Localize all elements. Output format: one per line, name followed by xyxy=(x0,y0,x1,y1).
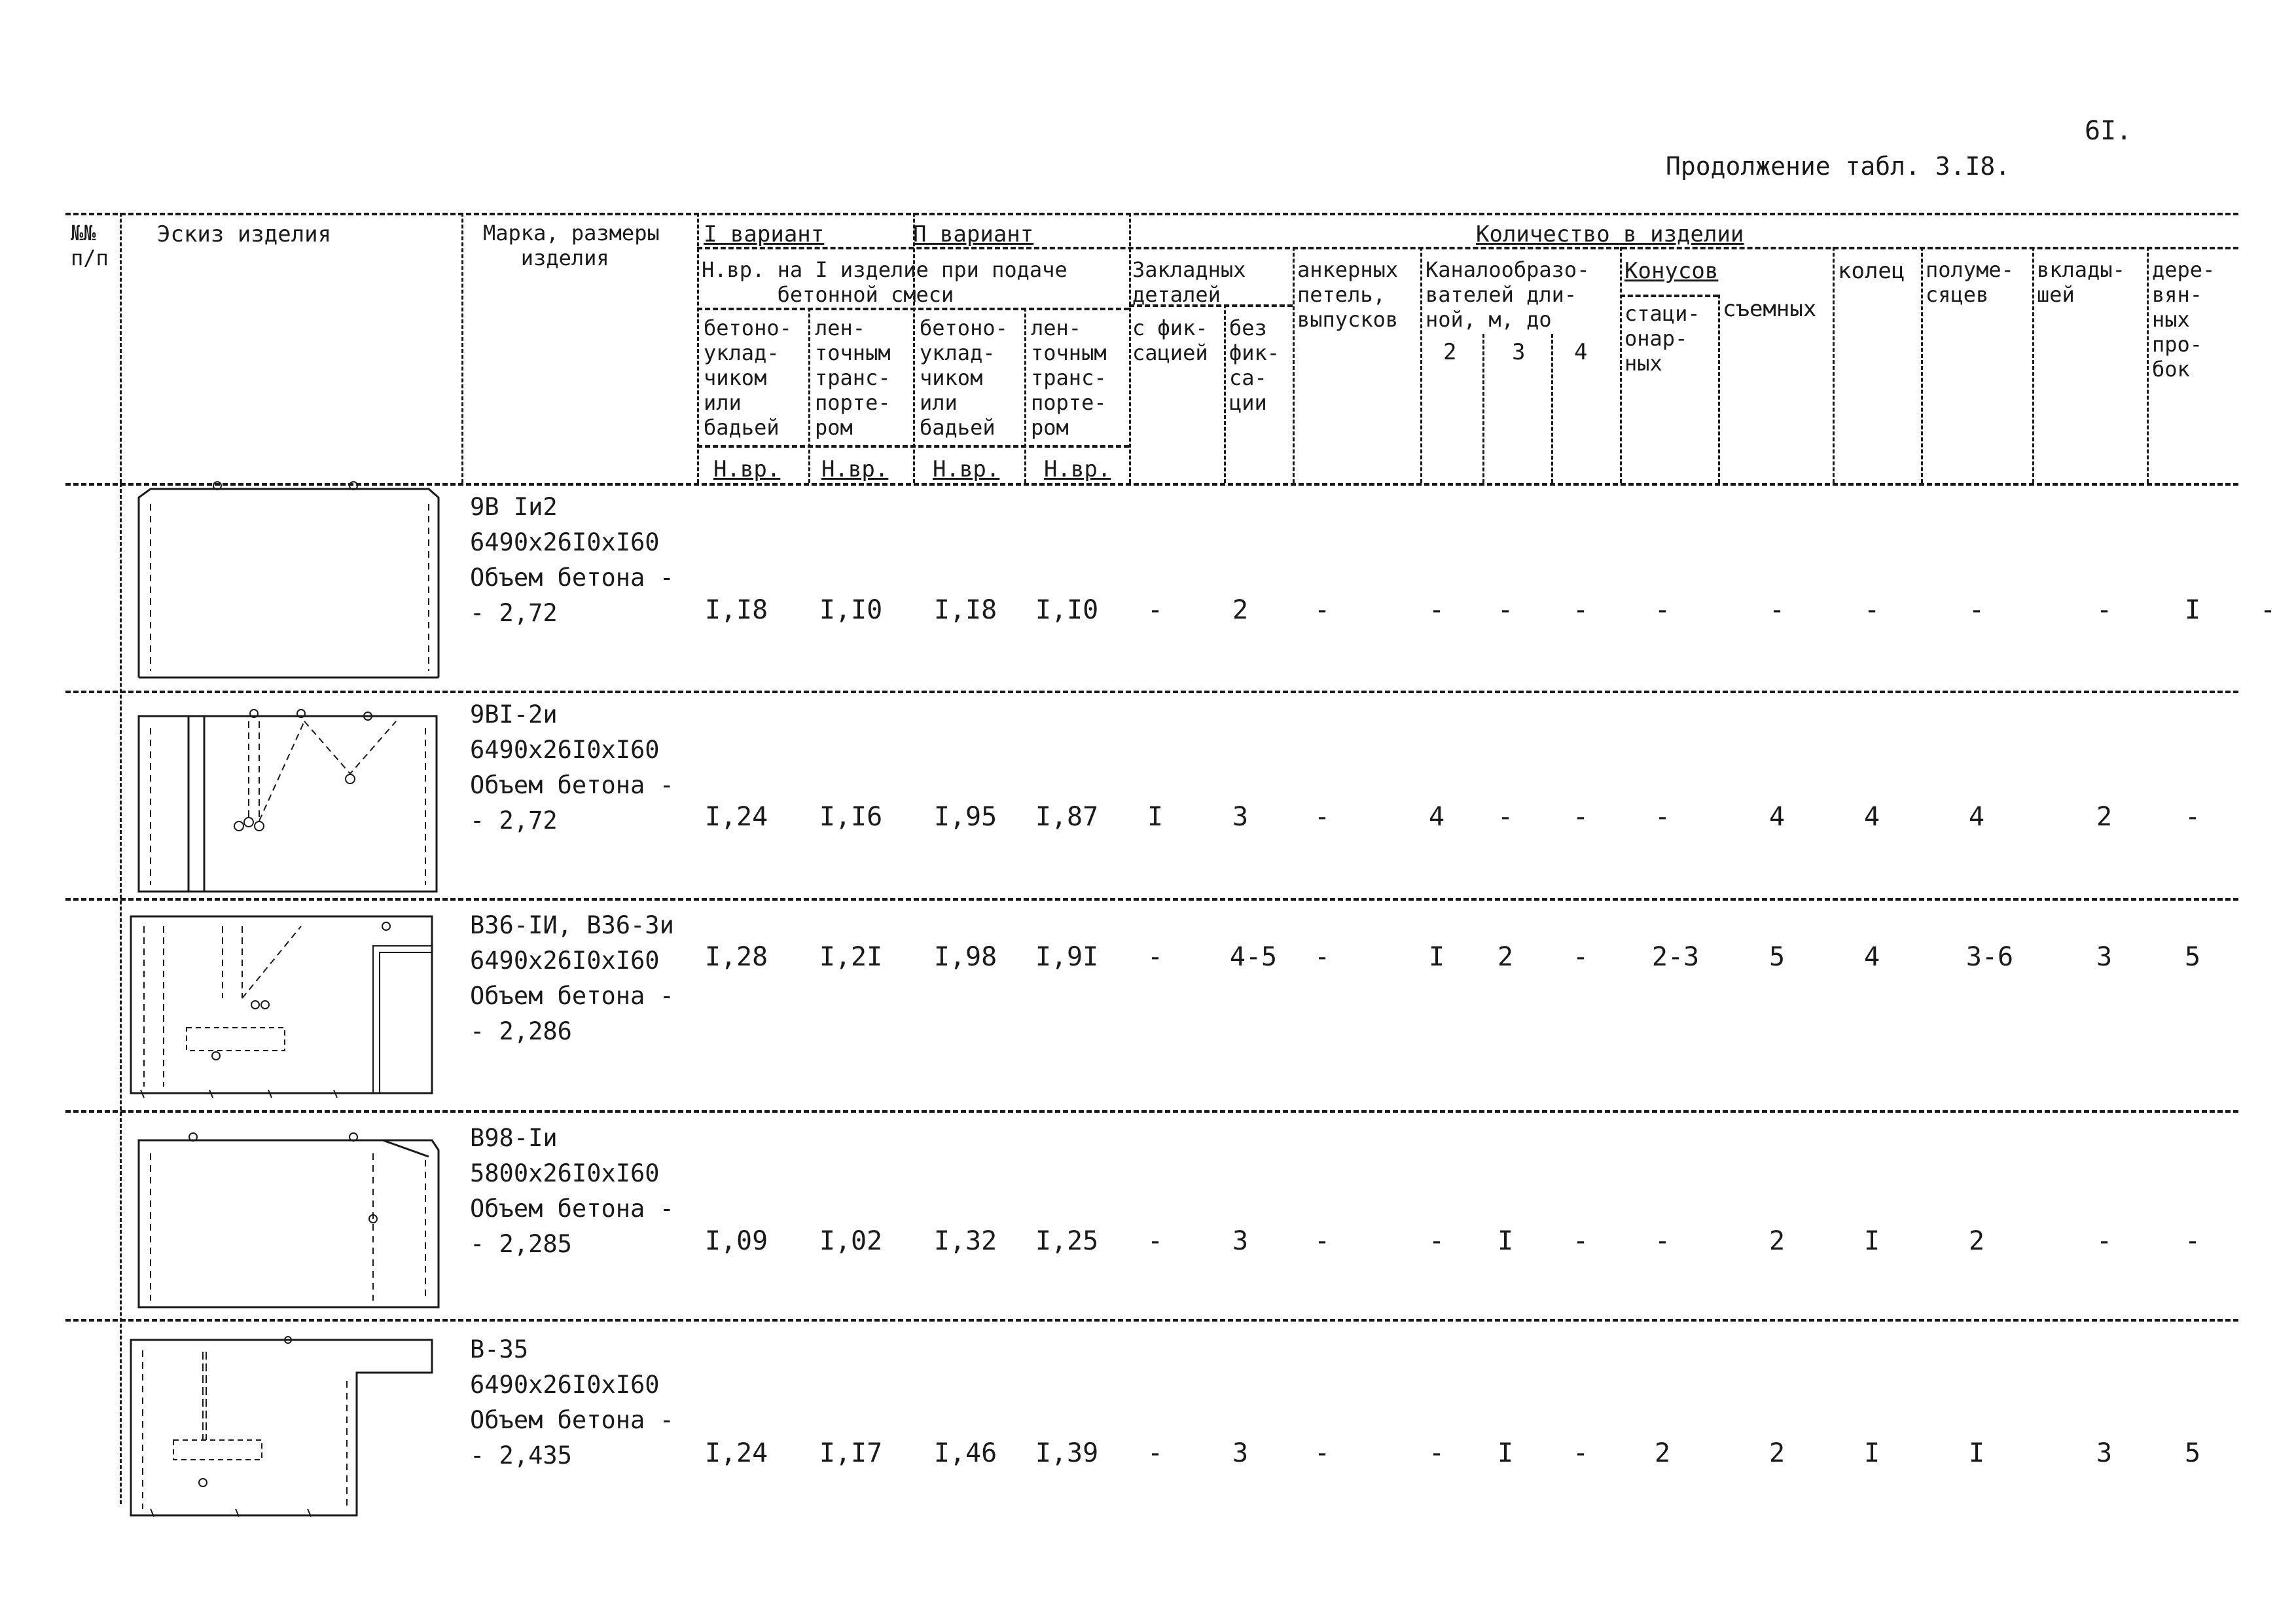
value-cell: 2 xyxy=(1768,1438,1785,1468)
value-cell: - xyxy=(1654,595,1671,625)
value-cell: 5 xyxy=(2184,1438,2201,1468)
header-col-a: бетоно- уклад- чиком или бадьей xyxy=(704,316,792,440)
sketch-panel-2 xyxy=(131,702,445,898)
col-rule xyxy=(1620,247,1622,483)
sketch-panel-5 xyxy=(124,1332,445,1528)
value-cell: - xyxy=(1314,1226,1331,1256)
sketch-panel-4 xyxy=(131,1121,445,1314)
value-cell: I,2I xyxy=(819,942,883,972)
header-variant-2: П вариант xyxy=(913,221,1034,247)
table-top-rule xyxy=(65,213,2238,215)
sketch-panel-1 xyxy=(131,475,445,691)
value-cell: I,24 xyxy=(704,802,768,832)
value-cell: 3 xyxy=(2096,942,2113,972)
value-cell: I xyxy=(1147,802,1164,832)
value-cell: - xyxy=(1147,1438,1164,1468)
value-cell: - xyxy=(2096,1226,2113,1256)
value-cell: - xyxy=(1497,595,1514,625)
row-2-mark xyxy=(470,697,674,839)
header-hvr-1: Н.вр. xyxy=(713,456,781,482)
row-rule xyxy=(65,1110,2238,1113)
header-variant-1: I вариант xyxy=(704,221,825,247)
value-cell: - xyxy=(1654,802,1671,832)
row-rule xyxy=(65,1319,2238,1322)
header-rule xyxy=(1620,295,1718,297)
value-cell: I,39 xyxy=(1035,1438,1099,1468)
col-rule xyxy=(120,213,122,483)
header-col-b: лен- точным транс- порте- ром xyxy=(815,316,891,440)
value-cell: 4 xyxy=(1428,802,1445,832)
header-num: №№ п/п xyxy=(71,221,109,270)
value-cell: - xyxy=(1572,1226,1589,1256)
value-cell: I,I0 xyxy=(1035,595,1099,625)
col-rule xyxy=(1482,334,1484,483)
value-cell: 3 xyxy=(1232,1226,1249,1256)
col-rule xyxy=(1293,247,1295,483)
col-rule xyxy=(1833,247,1835,483)
value-cell: I xyxy=(1863,1226,1880,1256)
header-mark: Марка, размеры изделия xyxy=(483,221,660,270)
header-quantity: Количество в изделии xyxy=(1476,221,1744,247)
value-cell: 2 xyxy=(2096,802,2113,832)
header-embedded-with: с фик- сацией xyxy=(1132,316,1208,365)
value-cell: - xyxy=(1428,1438,1445,1468)
value-cell: I,I0 xyxy=(819,595,883,625)
mark-dims: 6490х26I0хI60 xyxy=(470,528,660,556)
mark-dims: 6490х26I0хI60 xyxy=(470,947,660,975)
page-number: 6I. xyxy=(2085,116,2132,146)
value-cell: I,98 xyxy=(933,942,997,972)
value-cell: I xyxy=(2184,595,2201,625)
concrete-volume: - 2,72 xyxy=(470,599,558,627)
value-cell: 4 xyxy=(1863,802,1880,832)
concrete-volume-label: Объем бетона - xyxy=(470,1406,674,1434)
value-cell: - xyxy=(2096,595,2113,625)
header-embedded: Закладных деталей xyxy=(1132,257,1246,307)
value-cell: - xyxy=(2184,802,2201,832)
value-cell: I,09 xyxy=(704,1226,768,1256)
value-cell: - xyxy=(1428,595,1445,625)
value-cell: I xyxy=(1428,942,1445,972)
header-rings: колец xyxy=(1838,258,1905,284)
value-cell: I,32 xyxy=(933,1226,997,1256)
value-cell: I,I7 xyxy=(819,1438,883,1468)
value-cell: I xyxy=(1968,1438,1985,1468)
concrete-volume: - 2,286 xyxy=(470,1017,572,1045)
value-cell: 3-6 xyxy=(1965,942,2014,972)
value-cell: I xyxy=(1497,1226,1514,1256)
value-cell: 2 xyxy=(1232,595,1249,625)
mark-name: В98-Iи xyxy=(470,1124,558,1152)
mark-name: В36-IИ, В36-3и xyxy=(470,911,674,939)
value-cell: - xyxy=(1968,595,1985,625)
header-channel: Каналообразо- вателей дли- ной, м, до xyxy=(1426,257,1590,332)
value-cell: - xyxy=(1654,1226,1671,1256)
header-hvr-4: Н.вр. xyxy=(1044,456,1111,482)
value-cell: - xyxy=(1314,942,1331,972)
header-col-c: бетоно- уклад- чиком или бадьей xyxy=(920,316,1008,440)
row-rule xyxy=(65,691,2238,693)
value-cell: - xyxy=(1572,942,1589,972)
value-cell: - xyxy=(1147,942,1164,972)
header-inserts: вклады- шей xyxy=(2037,257,2125,307)
col-rule xyxy=(120,483,122,1504)
mark-dims: 5800х26I0хI60 xyxy=(470,1159,660,1187)
row-rule xyxy=(65,898,2238,901)
col-rule xyxy=(1718,295,1720,483)
value-cell: - xyxy=(1497,802,1514,832)
value-cell: - xyxy=(1768,595,1785,625)
col-rule xyxy=(1024,308,1026,483)
col-rule xyxy=(2147,247,2149,483)
concrete-volume-label: Объем бетона - xyxy=(470,771,674,799)
mark-dims: 6490х26I0хI60 xyxy=(470,736,660,764)
value-cell: 3 xyxy=(2096,1438,2113,1468)
value-cell: - xyxy=(1147,595,1164,625)
value-cell: - xyxy=(2259,595,2276,625)
value-cell: 2 xyxy=(1768,1226,1785,1256)
header-cones-removable: съемных xyxy=(1723,296,1817,322)
value-cell: I,I8 xyxy=(704,595,768,625)
mark-name: 9В Iи2 xyxy=(470,493,558,521)
value-cell: - xyxy=(1147,1226,1164,1256)
value-cell: I,28 xyxy=(704,942,768,972)
row-5-mark xyxy=(470,1332,674,1473)
value-cell: 4 xyxy=(1968,802,1985,832)
table-continuation-title: Продолжение табл. 3.I8. xyxy=(1666,152,2011,181)
value-cell: 3 xyxy=(1232,802,1249,832)
value-cell: - xyxy=(1572,802,1589,832)
row-1-mark xyxy=(470,490,674,631)
value-cell: I,25 xyxy=(1035,1226,1099,1256)
header-embedded-without: без фик- са- ции xyxy=(1229,316,1280,415)
mark-dims: 6490х26I0хI60 xyxy=(470,1371,660,1399)
value-cell: 2 xyxy=(1497,942,1514,972)
value-cell: - xyxy=(2184,1226,2201,1256)
col-rule xyxy=(1129,213,1131,483)
header-hvr-2: Н.вр. xyxy=(821,456,889,482)
concrete-volume: - 2,72 xyxy=(470,806,558,835)
value-cell: 3 xyxy=(1232,1438,1249,1468)
value-cell: - xyxy=(1572,1438,1589,1468)
value-cell: - xyxy=(1314,802,1331,832)
header-channel-2: 2 xyxy=(1443,339,1457,365)
header-channel-3: 3 xyxy=(1512,339,1526,365)
value-cell: I,24 xyxy=(704,1438,768,1468)
concrete-volume: - 2,285 xyxy=(470,1230,572,1258)
concrete-volume-label: Объем бетона - xyxy=(470,1195,674,1223)
header-wooden: дере- вян- ных про- бок xyxy=(2152,257,2215,382)
value-cell: - xyxy=(1314,595,1331,625)
value-cell: 5 xyxy=(2184,942,2201,972)
value-cell: I,87 xyxy=(1035,802,1099,832)
value-cell: - xyxy=(1572,595,1589,625)
mark-name: В-35 xyxy=(470,1335,529,1363)
value-cell: I xyxy=(1863,1438,1880,1468)
col-rule xyxy=(461,213,463,483)
row-4-mark xyxy=(470,1121,674,1262)
header-cones: Конусов xyxy=(1624,258,1719,284)
sketch-panel-3 xyxy=(124,907,445,1103)
col-rule xyxy=(1551,334,1553,483)
value-cell: 5 xyxy=(1768,942,1785,972)
value-cell: I,I8 xyxy=(933,595,997,625)
col-rule xyxy=(1224,304,1226,483)
header-sketch: Эскиз изделия xyxy=(157,221,332,247)
value-cell: 4 xyxy=(1768,802,1785,832)
col-rule xyxy=(808,308,810,483)
value-cell: 2-3 xyxy=(1651,942,1700,972)
value-cell: I,02 xyxy=(819,1226,883,1256)
value-cell: 2 xyxy=(1968,1226,1985,1256)
concrete-volume-label: Объем бетона - xyxy=(470,564,674,592)
header-hvr-3: Н.вр. xyxy=(933,456,1000,482)
value-cell: I,I6 xyxy=(819,802,883,832)
value-cell: I,46 xyxy=(933,1438,997,1468)
value-cell: I,95 xyxy=(933,802,997,832)
value-cell: 2 xyxy=(1654,1438,1671,1468)
header-anchor: анкерных петель, выпусков xyxy=(1297,257,1399,332)
col-rule xyxy=(697,213,699,483)
concrete-volume-label: Объем бетона - xyxy=(470,982,674,1010)
value-cell: - xyxy=(1863,595,1880,625)
header-half-moons: полуме- сяцев xyxy=(1926,257,2014,307)
row-3-mark xyxy=(470,908,674,1049)
col-rule xyxy=(2032,247,2034,483)
header-col-d: лен- точным транс- порте- ром xyxy=(1031,316,1107,440)
header-channel-4: 4 xyxy=(1574,339,1588,365)
value-cell: I,9I xyxy=(1035,942,1099,972)
mark-name: 9ВI-2и xyxy=(470,700,558,729)
col-rule xyxy=(913,213,915,483)
value-cell: 4-5 xyxy=(1229,942,1278,972)
concrete-volume: - 2,435 xyxy=(470,1441,572,1470)
header-norm-time: Н.вр. на I изделие при подаче бетонной смеси xyxy=(702,257,1067,307)
header-cones-stationary: стаци- онар- ных xyxy=(1624,301,1700,376)
value-cell: - xyxy=(1314,1438,1331,1468)
value-cell: I xyxy=(1497,1438,1514,1468)
value-cell: 4 xyxy=(1863,942,1880,972)
col-rule xyxy=(1921,247,1923,483)
value-cell: - xyxy=(1428,1226,1445,1256)
col-rule xyxy=(1420,247,1422,483)
